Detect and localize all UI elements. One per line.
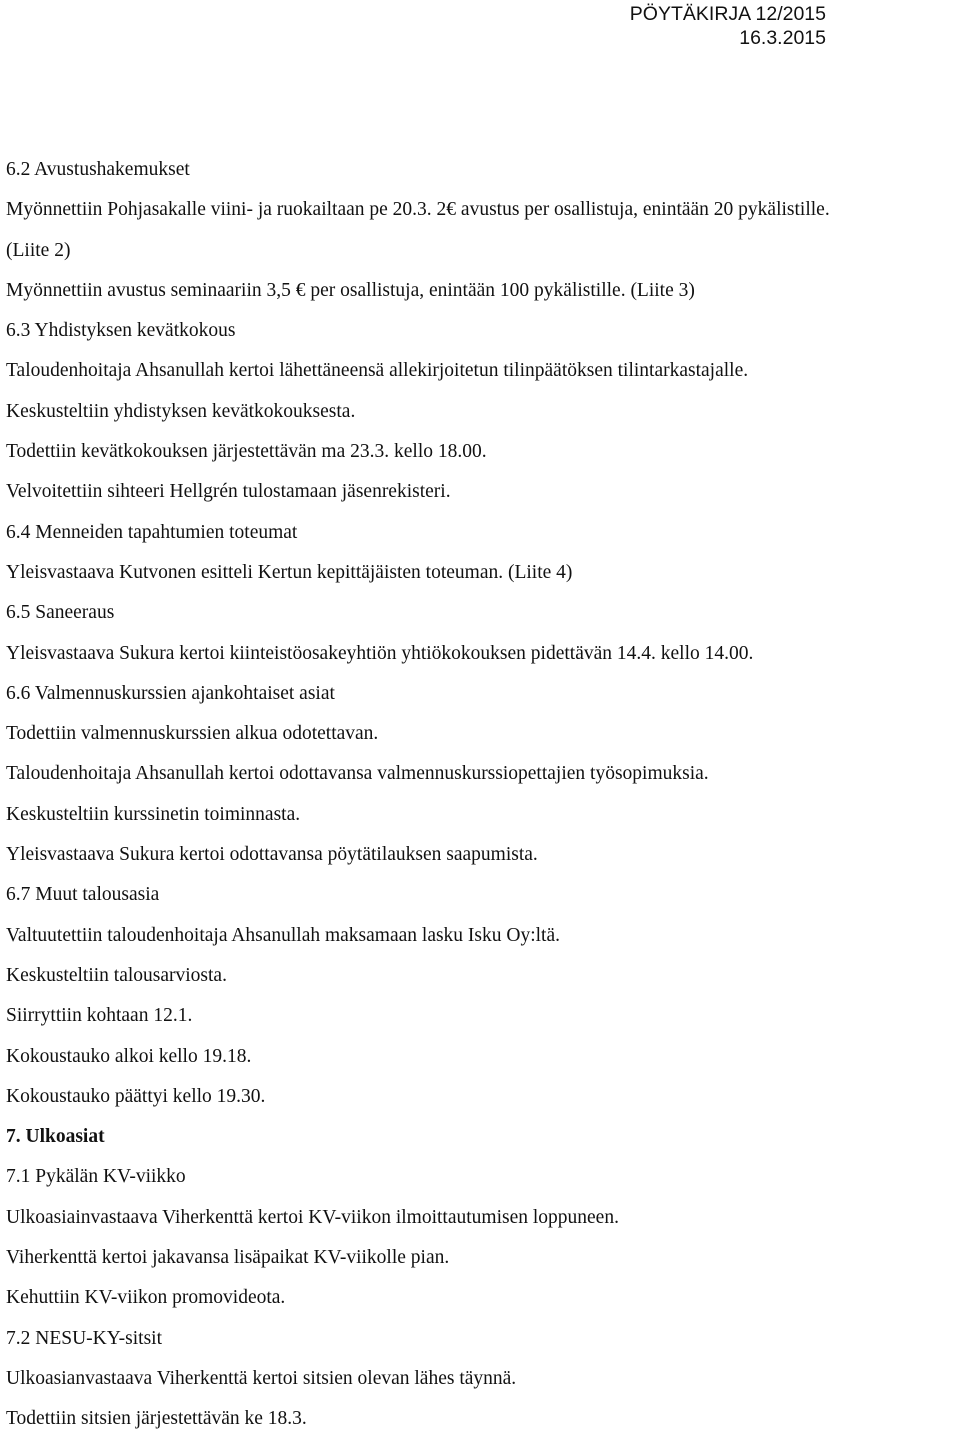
text-line: 7.1 Pykälän KV-viikko [6, 1166, 186, 1188]
text-line: Taloudenhoitaja Ahsanullah kertoi lähettäneensä allekirjoitetun tilinpäätöksen tilintarkastajalle. [6, 360, 749, 382]
text-line: 6.5 Saneeraus [6, 602, 115, 624]
text-line: Todettiin sitsien järjestettävän ke 18.3. [6, 1408, 307, 1430]
text-line: 6.4 Menneiden tapahtumien toteumat [6, 521, 298, 543]
text-line: Viherkenttä kertoi jakavansa lisäpaikat KV-viikolle pian. [6, 1247, 450, 1269]
text-line: 6.6 Valmennuskurssien ajankohtaiset asiat [6, 682, 335, 704]
text-line: Yleisvastaava Sukura kertoi odottavansa pöytätilauksen saapumista. [6, 844, 538, 866]
text-line: (Liite 2) [6, 239, 71, 261]
text-line: Kokoustauko päättyi kello 19.30. [6, 1085, 266, 1107]
text-line: 6.3 Yhdistyksen kevätkokous [6, 320, 236, 342]
text-line: Keskusteltiin talousarviosta. [6, 964, 227, 986]
text-line: Keskusteltiin kurssinetin toiminnasta. [6, 803, 301, 825]
text-line: Todettiin valmennuskurssien alkua odotettavan. [6, 723, 379, 745]
text-line: Velvoitettiin sihteeri Hellgrén tulostamaan jäsenrekisteri. [6, 481, 451, 503]
text-line: Kokoustauko alkoi kello 19.18. [6, 1045, 252, 1067]
text-line: Valtuutettiin taloudenhoitaja Ahsanullah maksamaan lasku Isku Oy:ltä. [6, 924, 561, 946]
text-line: Ulkoasianvastaava Viherkenttä kertoi sitsien olevan lähes täynnä. [6, 1367, 517, 1389]
minutes-body [6, 150, 950, 1440]
document-header [630, 2, 826, 50]
text-line: Myönnettiin Pohjasakalle viini- ja ruokailtaan pe 20.3. 2€ avustus per osallistuja, enintään 20 pykälistille. [6, 199, 830, 221]
text-line: Todettiin kevätkokouksen järjestettävän ma 23.3. kello 18.00. [6, 441, 487, 463]
document-title: PÖYTÄKIRJA 12/2015 [629, 3, 826, 25]
text-line: Keskusteltiin yhdistyksen kevätkokouksesta. [6, 400, 356, 422]
section-heading: 7. Ulkoasiat [6, 1126, 105, 1148]
text-line: 6.2 Avustushakemukset [6, 159, 190, 180]
text-line: Siirryttiin kohtaan 12.1. [6, 1005, 193, 1027]
text-line: Myönnettiin avustus seminaariin 3,5 € per osallistuja, enintään 100 pykälistille. (Liite 3) [6, 279, 695, 301]
text-line: Yleisvastaava Kutvonen esitteli Kertun kepittäjäisten toteuman. (Liite 4) [6, 561, 573, 583]
text-line: 7.2 NESU-KY-sitsit [6, 1327, 163, 1349]
document-date: 16.3.2015 [739, 27, 826, 49]
text-line: Kehuttiin KV-viikon promovideota. [6, 1287, 286, 1309]
text-line: 6.7 Muut talousasia [6, 884, 160, 906]
text-line: Yleisvastaava Sukura kertoi kiinteistöosakeyhtiön yhtiökokouksen pidettävän 14.4. kello 14.00. [6, 642, 754, 664]
text-line: Taloudenhoitaja Ahsanullah kertoi odottavansa valmennuskurssiopettajien työsopimuksia. [6, 763, 709, 785]
text-line: Ulkoasiainvastaava Viherkenttä kertoi KV-viikon ilmoittautumisen loppuneen. [6, 1206, 619, 1228]
